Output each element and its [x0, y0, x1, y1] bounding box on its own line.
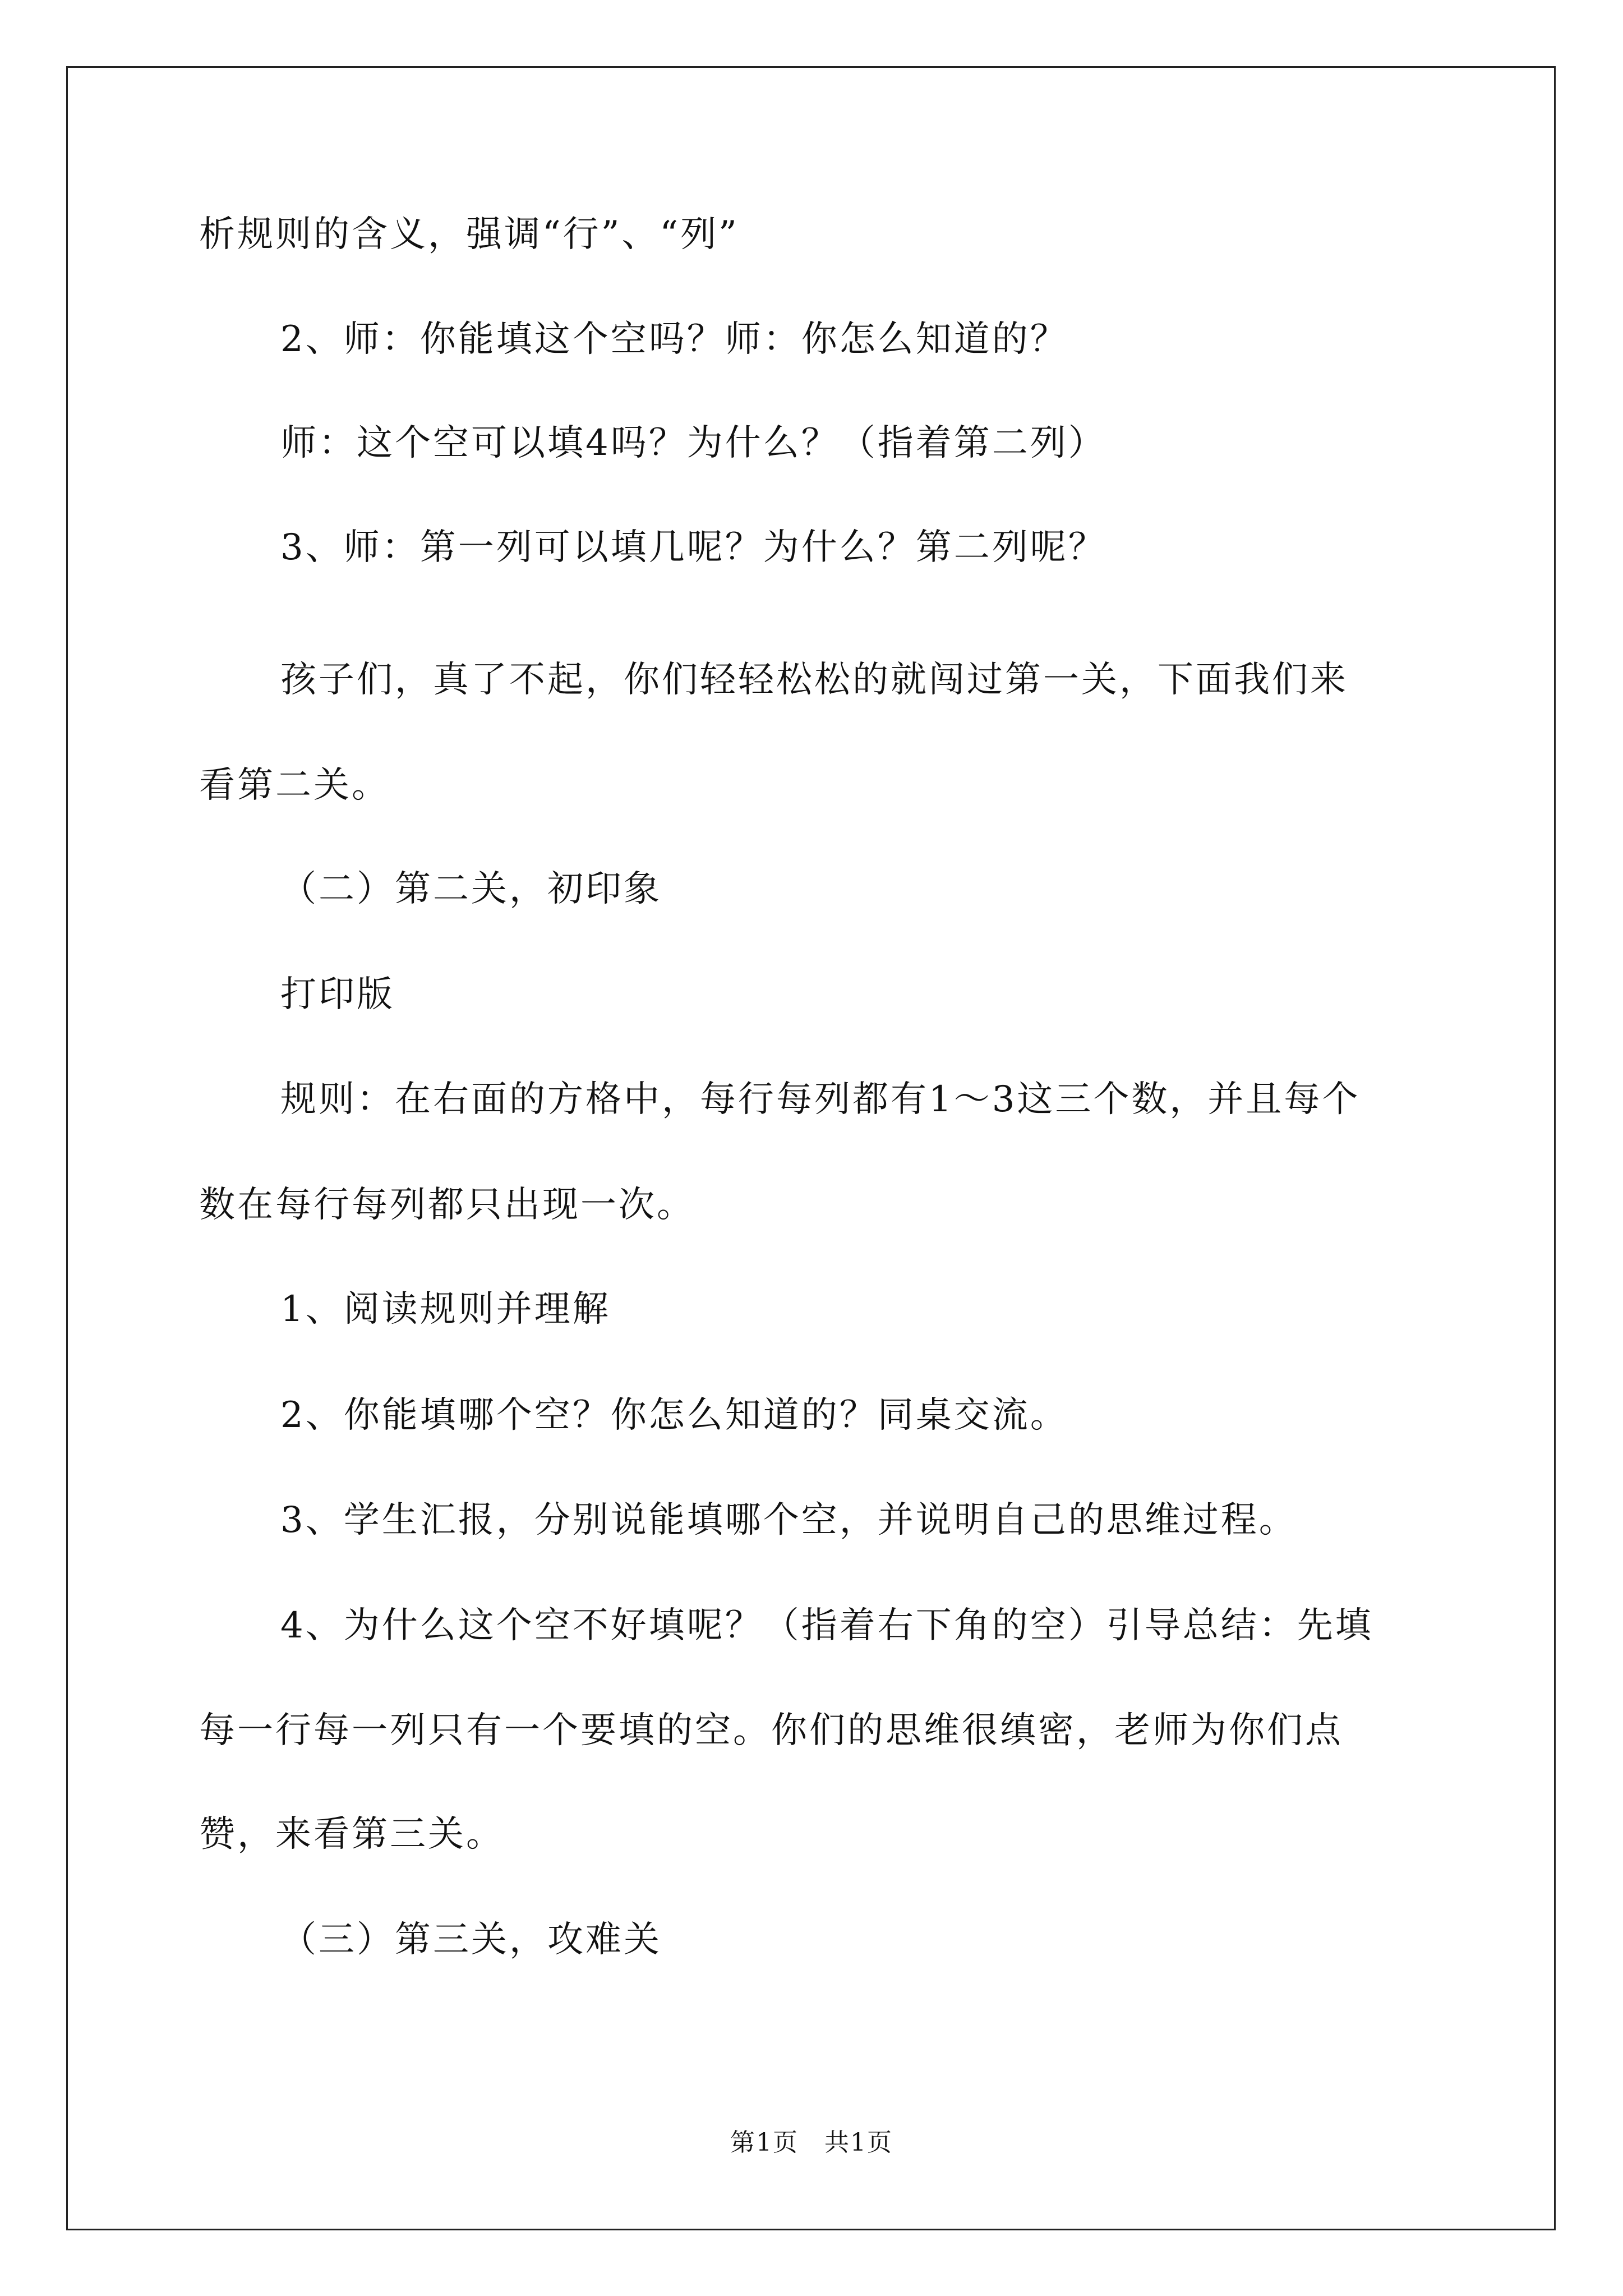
paragraph-line: 打印版 — [280, 974, 395, 1015]
page-border — [66, 66, 1556, 2230]
paragraph-line: 规则：在右面的方格中，每行每列都有1～3这三个数，并且每个 — [280, 1079, 1361, 1120]
paragraph-line: 2、你能填哪个空？你怎么知道的？同桌交流。 — [280, 1395, 1068, 1436]
paragraph-line: 3、师：第一列可以填几呢？为什么？第二列呢？ — [280, 527, 1106, 568]
paragraph-line: 3、学生汇报，分别说能填哪个空，并说明自己的思维过程。 — [280, 1499, 1297, 1541]
paragraph-line: 数在每行每列都只出现一次。 — [199, 1184, 695, 1226]
paragraph-line: 赞，来看第三关。 — [199, 1814, 504, 1855]
paragraph-line: 1、阅读规则并理解 — [280, 1289, 611, 1330]
section-heading: （二）第二关，初印象 — [280, 868, 662, 910]
paragraph-line: 析规则的含义，强调“行”、“列” — [199, 214, 739, 255]
paragraph-line: 师：这个空可以填4吗？为什么？（指着第二列） — [280, 422, 1106, 464]
paragraph-line: 孩子们，真了不起，你们轻轻松松的就闯过第一关，下面我们来 — [280, 659, 1348, 701]
section-heading: （三）第三关，攻难关 — [280, 1919, 662, 1961]
paragraph-line: 每一行每一列只有一个要填的空。你们的思维很缜密，老师为你们点 — [199, 1710, 1343, 1751]
paragraph-line: 4、为什么这个空不好填呢？（指着右下角的空）引导总结：先填 — [280, 1605, 1373, 1646]
paragraph-line: 看第二关。 — [199, 765, 390, 806]
paragraph-line: 2、师：你能填这个空吗？师：你怎么知道的？ — [280, 319, 1068, 360]
page-footer: 第1页 共1页 — [730, 2128, 893, 2157]
